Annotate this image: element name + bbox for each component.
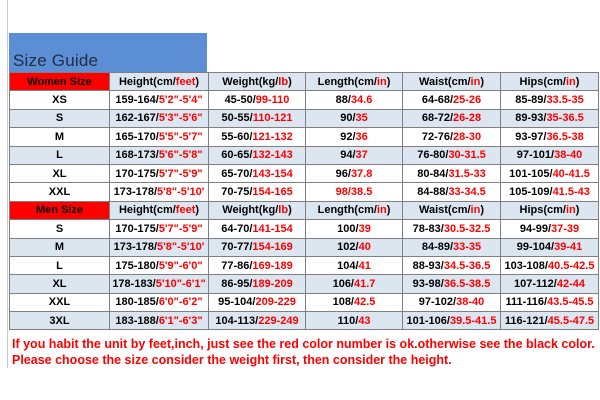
size-row [10,312,599,330]
size-cell: M [10,238,110,256]
size-cell: M [10,128,110,146]
height-cell: 175-180/5'9"-6'0" [110,256,209,274]
size-cell: XXL [10,183,110,201]
length-cell: 108/42.5 [306,293,403,311]
hips-cell: 93-97/36.5-38 [501,128,599,146]
hips-cell: 97-101/38-40 [501,146,599,164]
footer-note-line2: Please choose the size consider the weight first, then consider the height. [12,352,452,367]
waist-cell: 84-88/33-34.5 [403,183,501,201]
length-cell: 104/41 [306,256,403,274]
weight-cell: Weight(kg/lb) [209,73,306,91]
hips-cell: 89-93/35-36.5 [501,109,599,127]
section-header-row [10,73,599,91]
hips-cell: 99-104/39-41 [501,238,599,256]
height-cell: 173-178/5'8"-5'10' [110,183,209,201]
size-cell: S [10,220,110,238]
height-cell: 178-183/5'10"-6'1" [110,275,209,293]
weight-cell: 77-86/169-189 [209,256,306,274]
page-title: Size Guide [13,51,99,70]
size-cell: XL [10,164,110,182]
height-cell: 180-185/6'0"-6'2" [110,293,209,311]
height-cell: 159-164/5'2"-5'4" [110,91,209,109]
hips-cell: 101-105/40-41.5 [501,164,599,182]
length-cell: 106/41.7 [306,275,403,293]
waist-cell: 64-68/25-26 [403,91,501,109]
height-cell: 168-173/5'6"-5'8" [110,146,209,164]
size-cell: XS [10,91,110,109]
waist-cell: 101-106/39.5-41.5 [403,312,501,330]
height-cell: Height(cm/feet) [110,73,209,91]
hips-cell: 103-108/40.5-42.5 [501,256,599,274]
waist-cell: 97-102/38-40 [403,293,501,311]
length-cell: 110/43 [306,312,403,330]
footer-note-line1: If you habit the unit by feet,inch, just see the red color number is ok.otherwise see the black color. [12,337,595,351]
size-cell: 3XL [10,312,110,330]
size-row [10,183,599,201]
hips-cell: Hips(cm/in) [501,201,599,219]
hips-cell: 105-109/41.5-43 [501,183,599,201]
size-cell: XXL [10,293,110,311]
weight-cell: 86-95/189-209 [209,275,306,293]
weight-cell: 65-70/143-154 [209,164,306,182]
weight-cell: 95-104/209-229 [209,293,306,311]
weight-cell: 64-70/141-154 [209,220,306,238]
hips-cell: 116-121/45.5-47.5 [501,312,599,330]
footer-note [12,337,595,368]
hips-cell: 94-99/37-39 [501,220,599,238]
size-guide-banner [9,33,207,72]
size-cell: L [10,256,110,274]
hips-cell: Hips(cm/in) [501,73,599,91]
weight-cell: 50-55/110-121 [209,109,306,127]
length-cell: 90/35 [306,109,403,127]
size-cell: XL [10,275,110,293]
size-row [10,220,599,238]
height-cell: 173-178/5'8"-5'10' [110,238,209,256]
left-edge-divider [7,0,8,368]
length-cell: 100/39 [306,220,403,238]
waist-cell: 78-83/30.5-32.5 [403,220,501,238]
length-cell: Length(cm/in) [306,201,403,219]
height-cell: Height(cm/feet) [110,201,209,219]
size-row [10,146,599,164]
length-cell: 92/36 [306,128,403,146]
size-cell: L [10,146,110,164]
size-cell: Men Size [10,201,110,219]
size-row [10,109,599,127]
size-row [10,275,599,293]
length-cell: 102/40 [306,238,403,256]
height-cell: 165-170/5'5"-5'7" [110,128,209,146]
height-cell: 170-175/5'7"-5'9" [110,164,209,182]
length-cell: 96/37.8 [306,164,403,182]
waist-cell: 80-84/31.5-33 [403,164,501,182]
weight-cell: 60-65/132-143 [209,146,306,164]
waist-cell: 72-76/28-30 [403,128,501,146]
size-guide-table [9,72,599,330]
size-cell: S [10,109,110,127]
size-row [10,164,599,182]
size-row [10,293,599,311]
hips-cell: 111-116/43.5-45.5 [501,293,599,311]
weight-cell: Weight(kg/lb) [209,201,306,219]
length-cell: Length(cm/in) [306,73,403,91]
waist-cell: Waist(cm/in) [403,201,501,219]
hips-cell: 85-89/33.5-35 [501,91,599,109]
section-header-row [10,201,599,219]
weight-cell: 55-60/121-132 [209,128,306,146]
weight-cell: 104-113/229-249 [209,312,306,330]
size-row [10,128,599,146]
waist-cell: 68-72/26-28 [403,109,501,127]
length-cell: 98/38.5 [306,183,403,201]
weight-cell: 70-75/154-165 [209,183,306,201]
height-cell: 183-188/6'1"-6'3" [110,312,209,330]
size-cell: Women Size [10,73,110,91]
length-cell: 88/34.6 [306,91,403,109]
waist-cell: 76-80/30-31.5 [403,146,501,164]
waist-cell: Waist(cm/in) [403,73,501,91]
waist-cell: 93-98/36.5-38.5 [403,275,501,293]
weight-cell: 70-77/154-169 [209,238,306,256]
size-row [10,238,599,256]
height-cell: 170-175/5'7"-5'9" [110,220,209,238]
waist-cell: 88-93/34.5-36.5 [403,256,501,274]
height-cell: 162-167/5'3"-5'6" [110,109,209,127]
length-cell: 94/37 [306,146,403,164]
weight-cell: 45-50/99-110 [209,91,306,109]
waist-cell: 84-89/33-35 [403,238,501,256]
size-row [10,91,599,109]
size-row [10,256,599,274]
hips-cell: 107-112/42-44 [501,275,599,293]
